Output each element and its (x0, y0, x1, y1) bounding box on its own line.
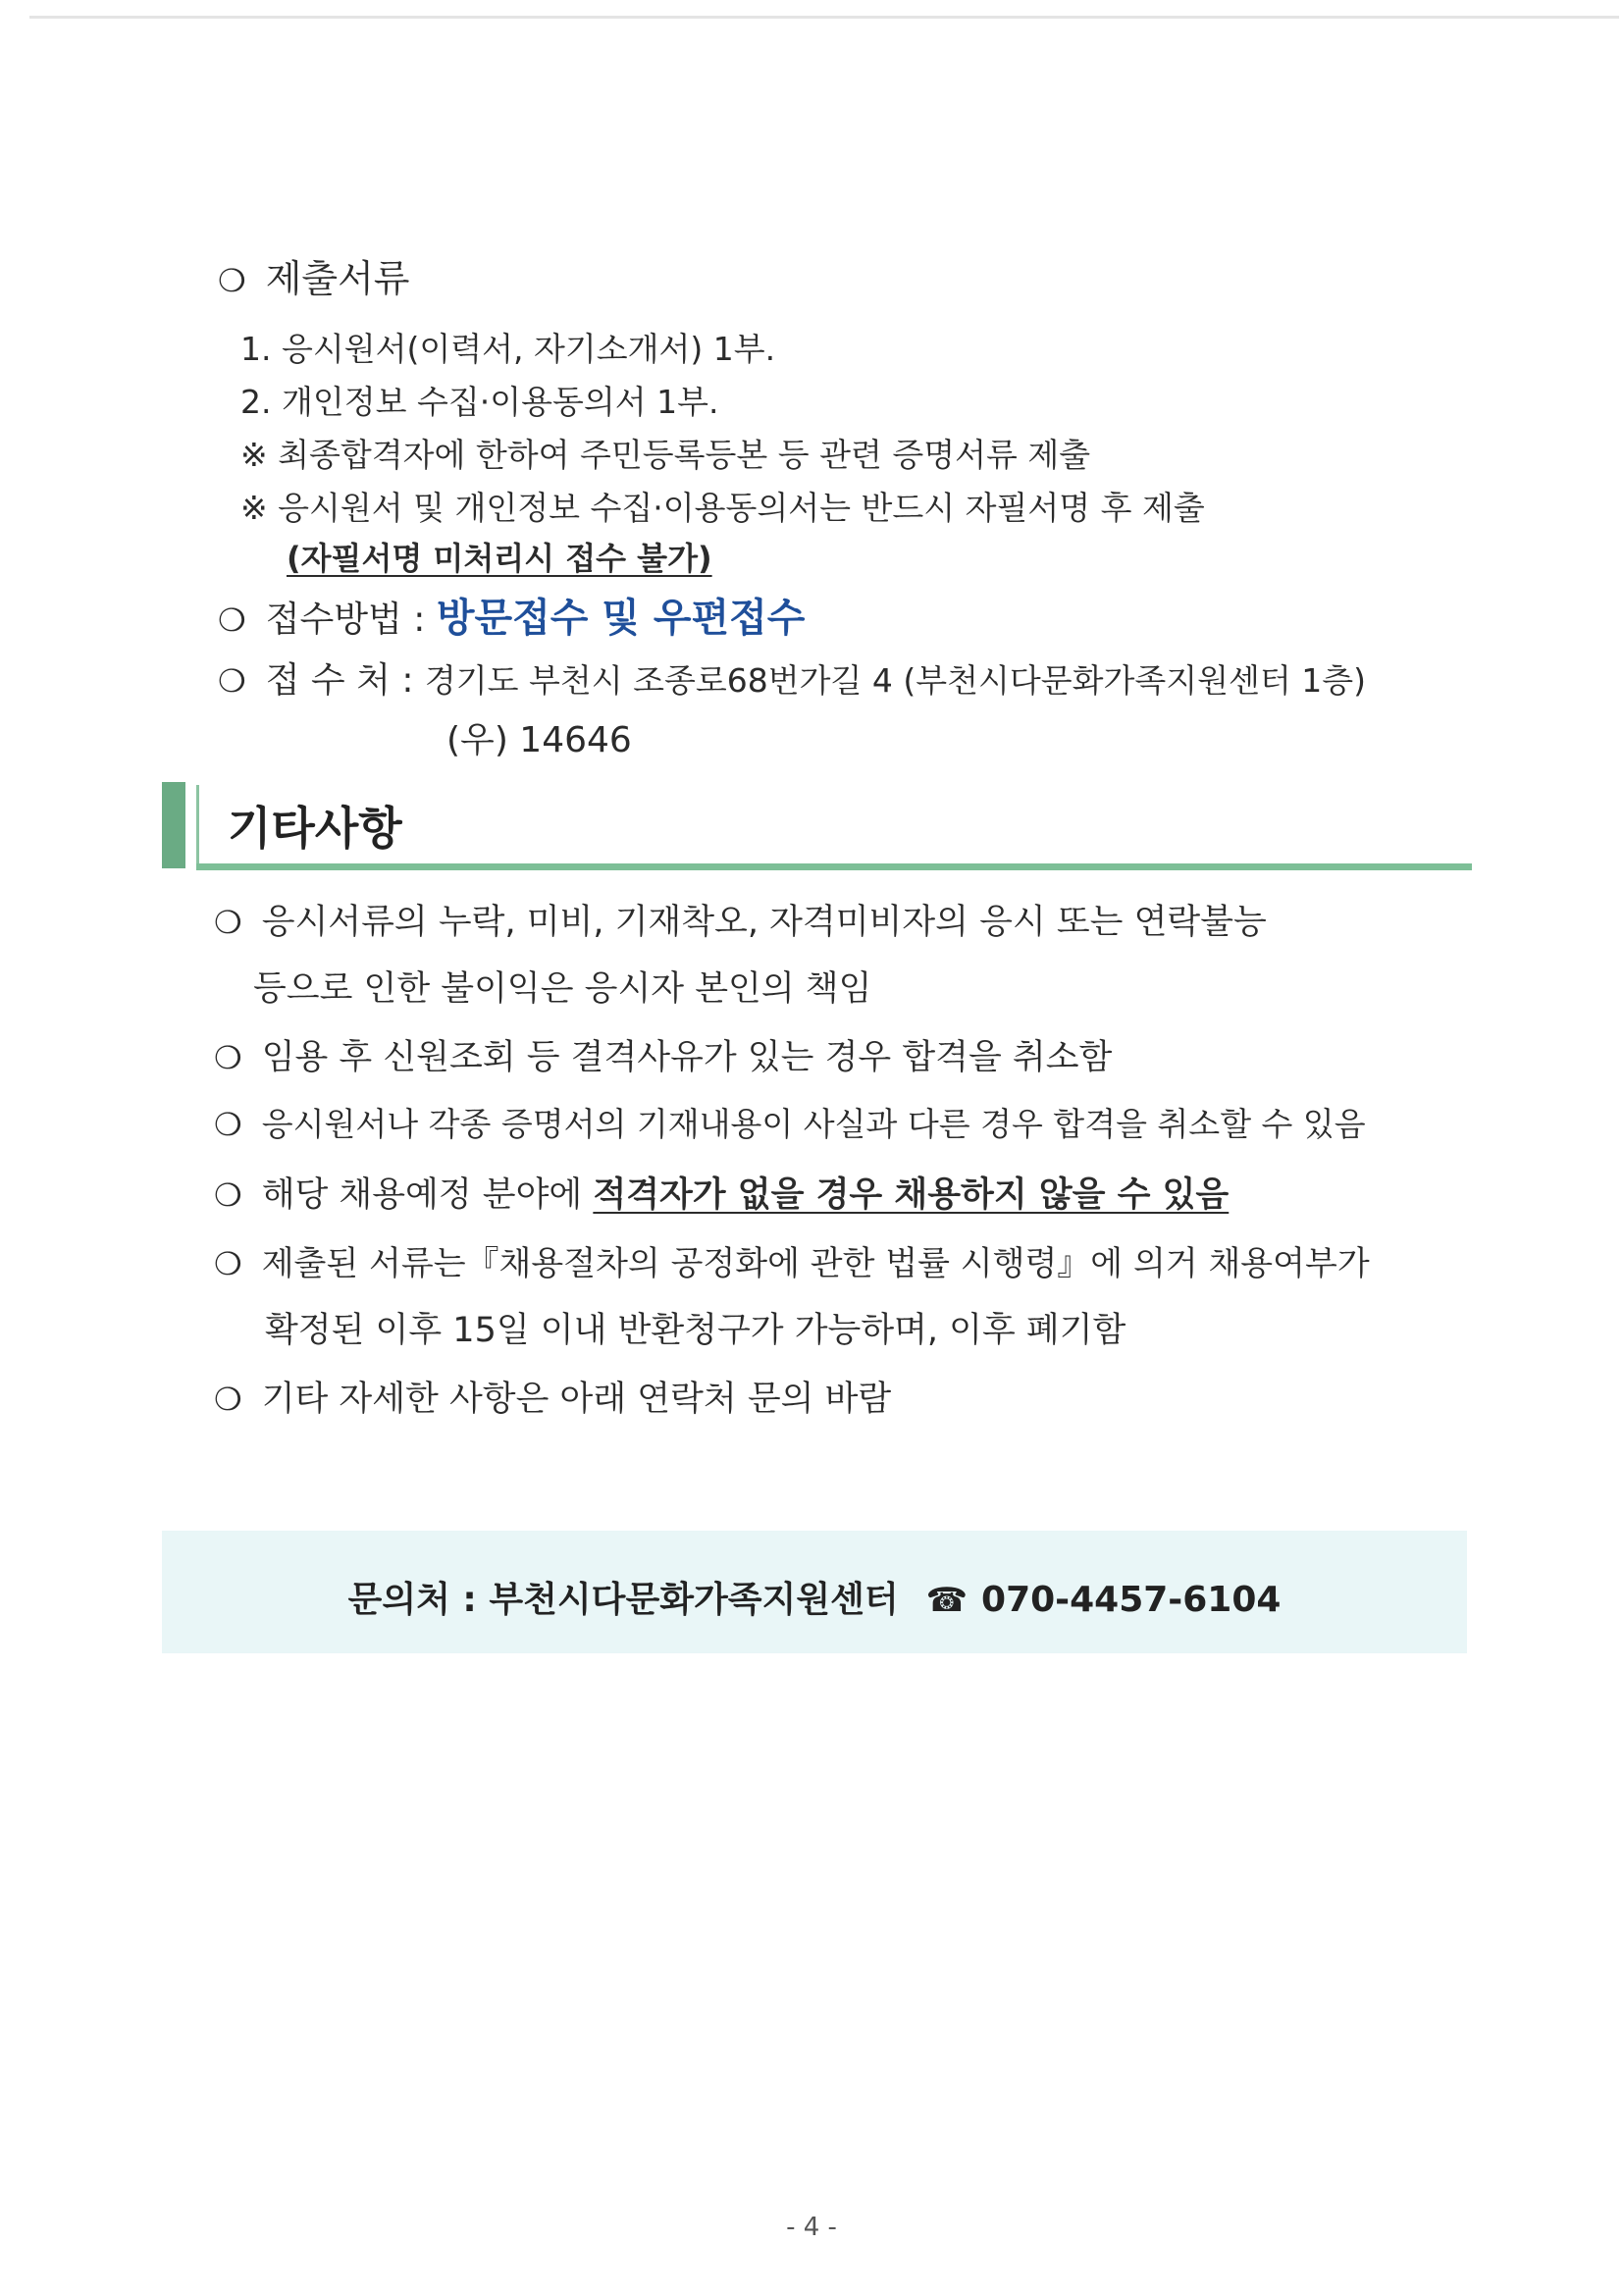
reception-place-label: 접 수 처 : (265, 660, 425, 701)
other-item-6-text: 기타 자세한 사항은 아래 연락처 문의 바람 (261, 1380, 892, 1419)
submit-docs-item-2: 2. 개인정보 수집·이용동의서 1부. (240, 383, 719, 421)
contact-label: 문의처 : 부천시다문화가족지원센터 (347, 1580, 899, 1620)
contact-line (162, 1572, 1467, 1622)
reception-place-value: 경기도 부천시 조종로68번가길 4 (부천시다문화가족지원센터 1층) (424, 661, 1367, 700)
other-item-2 (214, 1030, 1112, 1079)
section-marker-line (196, 785, 199, 867)
phone-icon: ☎ (925, 1581, 969, 1620)
other-item-3 (214, 1099, 1366, 1145)
bullet-icon: ❍ (218, 262, 246, 299)
other-item-6 (214, 1372, 891, 1421)
submit-docs-item-1: 1. 응시원서(이력서, 자기소개서) 1부. (240, 330, 776, 368)
reception-method-value: 방문접수 및 우편접수 (436, 596, 806, 641)
other-item-5 (214, 1236, 1370, 1284)
page-number: - 4 - (786, 2213, 837, 2242)
bullet-icon: ❍ (214, 1245, 242, 1282)
contact-box (162, 1531, 1467, 1653)
bullet-icon: ❍ (218, 601, 246, 639)
bullet-icon: ❍ (218, 662, 246, 700)
submit-docs-heading: 제출서류 (265, 257, 410, 300)
other-item-5-cont: 확정된 이후 15일 이내 반환청구가 가능하며, 이후 폐기함 (265, 1311, 1126, 1350)
bullet-icon: ❍ (214, 1106, 242, 1143)
section-marker-bar (162, 782, 185, 868)
submit-docs-note-2-sub: (자필서명 미처리시 접수 불가) (287, 540, 712, 577)
other-item-4-emphasis: 적격자가 없을 경우 채용하지 않을 수 있음 (593, 1175, 1230, 1215)
contact-phone: 070-4457-6104 (981, 1580, 1282, 1620)
bullet-icon: ❍ (214, 904, 242, 941)
bullet-icon: ❍ (214, 1381, 242, 1418)
section-underline (196, 863, 1472, 870)
submit-docs-note-2: ※ 응시원서 및 개인정보 수집·이용동의서는 반드시 자필서명 후 제출 (240, 489, 1205, 527)
reception-method-row (218, 587, 805, 643)
bullet-icon: ❍ (214, 1039, 242, 1076)
other-item-4 (214, 1168, 1229, 1217)
reception-method-label: 접수방법 : (265, 600, 437, 640)
other-item-1-text: 응시서류의 누락, 미비, 기재착오, 자격미비자의 응시 또는 연락불능 (261, 903, 1267, 942)
top-scan-rule (29, 16, 1619, 19)
other-item-1 (214, 895, 1267, 944)
reception-postcode: (우) 14646 (446, 720, 632, 760)
other-item-2-text: 임용 후 신원조회 등 결격사유가 있는 경우 합격을 취소함 (261, 1038, 1113, 1077)
reception-place-row (218, 652, 1366, 703)
submit-docs-note-1: ※ 최종합격자에 한하여 주민등록등본 등 관련 증명서류 제출 (240, 436, 1091, 474)
bullet-icon: ❍ (214, 1176, 242, 1214)
other-item-1-cont: 등으로 인한 불이익은 응시자 본인의 책임 (253, 969, 872, 1009)
section-title-other: 기타사항 (228, 802, 402, 855)
submit-docs-heading-row (218, 248, 410, 302)
other-item-5-text: 제출된 서류는『채용절차의 공정화에 관한 법률 시행령』에 의거 채용여부가 (261, 1244, 1370, 1283)
other-item-3-text: 응시원서나 각종 증명서의 기재내용이 사실과 다른 경우 합격을 취소할 수 있음 (261, 1105, 1366, 1143)
other-item-4-text: 해당 채용예정 분야에 (261, 1175, 594, 1215)
